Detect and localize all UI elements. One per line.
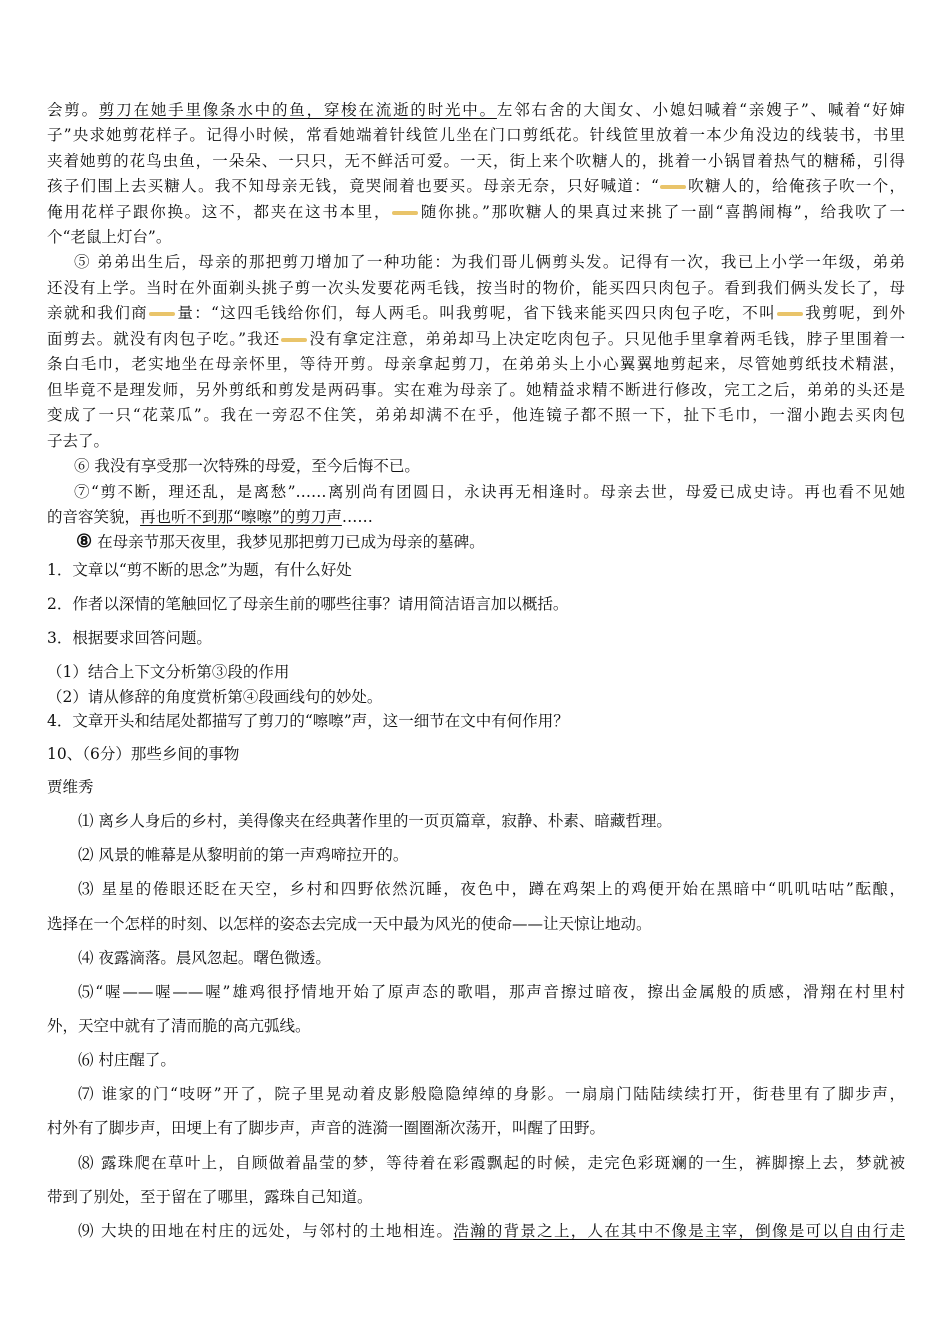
blank-mark xyxy=(660,185,686,189)
question-3-1: （1）结合上下文分析第③段的作用 xyxy=(47,663,290,681)
article-p8-line2: 带到了别处，至于留在了哪里，露珠自己知道。 xyxy=(47,1188,373,1206)
para7-line1: ⑦“剪不断，理还乱，是离愁”……离别尚有团圆日，永诀再无相逢时。母亲去世，母爱已成史诗。再也看不见她 xyxy=(74,483,905,501)
article-p1: ⑴ 离乡人身后的乡村，美得像夹在经典著作里的一页页篇章，寂静、朴素、暗藏哲理。 xyxy=(78,812,672,830)
para5-line4 xyxy=(47,328,905,350)
blank-mark xyxy=(777,312,803,316)
para5-line6: 但毕竟不是理发师，另外剪纸和剪发是两码事。实在难为母亲了。她精益求精不断进行修改，完工之后，弟弟的头还是 xyxy=(47,381,905,399)
article-p6: ⑹ 村庄醒了。 xyxy=(78,1051,176,1069)
text: 俺用花样子跟你换。这不，都夹在这书本里， xyxy=(47,203,392,221)
text: 随你挑。”那吹糖人的果真过来挑了一副“喜鹊闹梅”，给我吹了一 xyxy=(419,203,905,221)
article-p5-line1: ⑸“喔——喔——喔”雄鸡很抒情地开始了原声态的歌唱，那声音擦过暗夜，擦出金属般的质感，滑翔在村里村 xyxy=(78,983,905,1001)
para4-line3: 夹着她剪的花鸟虫鱼，一朵朵、一只只，无不鲜活可爱。一天，街上来个吹糖人的，挑着一小锅冒着热气的糖稀，引得 xyxy=(47,152,905,170)
para8 xyxy=(76,531,485,553)
text: 量：“这四毛钱给你们，每人两毛。叫我剪呢，省下钱来能买四只肉包子吃，不叫 xyxy=(176,304,776,322)
underlined-sentence: 再也听不到那“嚓嚓”的剪刀声 xyxy=(140,508,342,526)
question-1: 1．文章以“剪不断的思念”为题，有什么好处 xyxy=(47,561,352,579)
article-p8-line1: ⑻ 露珠爬在草叶上，自顾做着晶莹的梦，等待着在彩霞飘起的时候，走完色彩斑斓的一生，裤脚擦上去，梦就被 xyxy=(78,1154,905,1172)
text: …… xyxy=(341,508,373,526)
para5-line5: 条白毛巾，老实地坐在母亲怀里，等待开剪。母亲拿起剪刀，在弟弟头上小心翼翼地剪起来，尽管她剪纸技术精湛， xyxy=(47,355,905,373)
para4-line1 xyxy=(47,99,905,121)
text: 我剪呢，到外 xyxy=(803,304,905,322)
para5-line2: 还没有上学。当时在外面剃头挑子剪一次头发要花两毛钱，按当时的物价，能买四只肉包子。看到我们俩头发长了，母 xyxy=(47,279,905,297)
text: 孩子们围上去买糖人。我不知母亲无钱，竟哭闹着也要买。母亲无奈，只好喊道：“ xyxy=(47,177,659,195)
blank-mark xyxy=(149,312,175,316)
text: ⑼ 大块的田地在村庄的远处，与邻村的土地相连。 xyxy=(78,1222,454,1240)
text: 在母亲节那天夜里，我梦见那把剪刀已成为母亲的墓碑。 xyxy=(92,533,485,551)
para5-line3 xyxy=(47,302,905,324)
article-p2: ⑵ 风景的帷幕是从黎明前的第一声鸡啼拉开的。 xyxy=(78,846,409,864)
para4-line5 xyxy=(47,201,905,223)
question-3: 3．根据要求回答问题。 xyxy=(47,629,212,647)
text: 左邻右舍的大闺女、小媳妇喊着“亲嫂子”、喊着“好婶 xyxy=(496,101,905,119)
para4-line4 xyxy=(47,175,905,197)
underlined-sentence: 剪刀在她手里像条水中的鱼，穿梭在流逝的时光中。 xyxy=(98,101,497,119)
article-p3-line2: 选择在一个怎样的时刻、以怎样的姿态去完成一天中最为风光的使命——让天惊让地动。 xyxy=(47,915,652,933)
para4-line2: 子”央求她剪花样子。记得小时候，常看她端着针线笸儿坐在门口剪纸花。针线笸里放着一本少角没边的线装书，书里 xyxy=(47,126,905,144)
text: 亲就和我们商 xyxy=(47,304,149,322)
para5-line7: 变成了一只“花菜瓜”。我在一旁忍不住笑，弟弟却满不在乎，他连镜子都不照一下，扯下毛巾，一溜小跑去买肉包 xyxy=(47,406,905,424)
text: 没有拿定注意，弟弟却马上决定吃肉包子。只见他手里拿着两毛钱，脖子里围着一 xyxy=(308,330,905,348)
para5-line8: 子去了。 xyxy=(47,432,110,450)
para5-line1: ⑤ 弟弟出生后，母亲的那把剪刀增加了一种功能：为我们哥儿俩剪头发。记得有一次，我已上小学一年级，弟弟 xyxy=(74,253,905,271)
question-4: 4．文章开头和结尾处都描写了剪刀的“嚓嚓”声，这一细节在文中有何作用？ xyxy=(47,712,569,730)
article-p9-line1 xyxy=(78,1220,905,1242)
paragraph-number: ⑧ xyxy=(76,531,93,552)
text: 的音容笑貌， xyxy=(47,508,141,526)
article-p7-line2: 村外有了脚步声，田埂上有了脚步声，声音的涟漪一圈圈渐次荡开，叫醒了田野。 xyxy=(47,1119,606,1137)
question-3-2: （2）请从修辞的角度赏析第④段画线句的妙处。 xyxy=(47,688,383,706)
text: 面剪去。就没有肉包子吃。”我还 xyxy=(47,330,281,348)
para4-line6: 个“老鼠上灯台”。 xyxy=(47,228,172,246)
question-2: 2．作者以深情的笔触回忆了母亲生前的哪些往事？请用简洁语言加以概括。 xyxy=(47,595,569,613)
article-p7-line1: ⑺ 谁家的门“吱呀”开了，院子里晃动着皮影般隐隐绰绰的身影。一扇扇门陆陆续续打开，街巷里有了脚步声， xyxy=(78,1085,905,1103)
article-p5-line2: 外，天空中就有了清而脆的高亢弧线。 xyxy=(47,1017,311,1035)
underlined-sentence: 浩瀚的背景之上，人在其中不像是主宰，倒像是可以自由行走 xyxy=(453,1222,905,1240)
blank-mark xyxy=(392,211,418,215)
para7-line2 xyxy=(47,506,373,528)
para6: ⑥ 我没有享受那一次特殊的母爱，至今后悔不已。 xyxy=(74,457,420,475)
article-p3-line1: ⑶ 星星的倦眼还眨在天空，乡村和四野依然沉睡，夜色中，蹲在鸡架上的鸡便开始在黑暗中“叽叽咕咕”酝酿， xyxy=(78,880,905,898)
text: 会剪。 xyxy=(47,101,99,119)
text: 吹糖人的，给俺孩子吹一个， xyxy=(686,177,905,195)
blank-mark xyxy=(281,338,307,342)
article-p4: ⑷ 夜露滴落。晨风忽起。曙色微透。 xyxy=(78,949,331,967)
article-author: 贾维秀 xyxy=(47,778,94,796)
article-title: 10、（6分）那些乡间的事物 xyxy=(47,745,240,763)
